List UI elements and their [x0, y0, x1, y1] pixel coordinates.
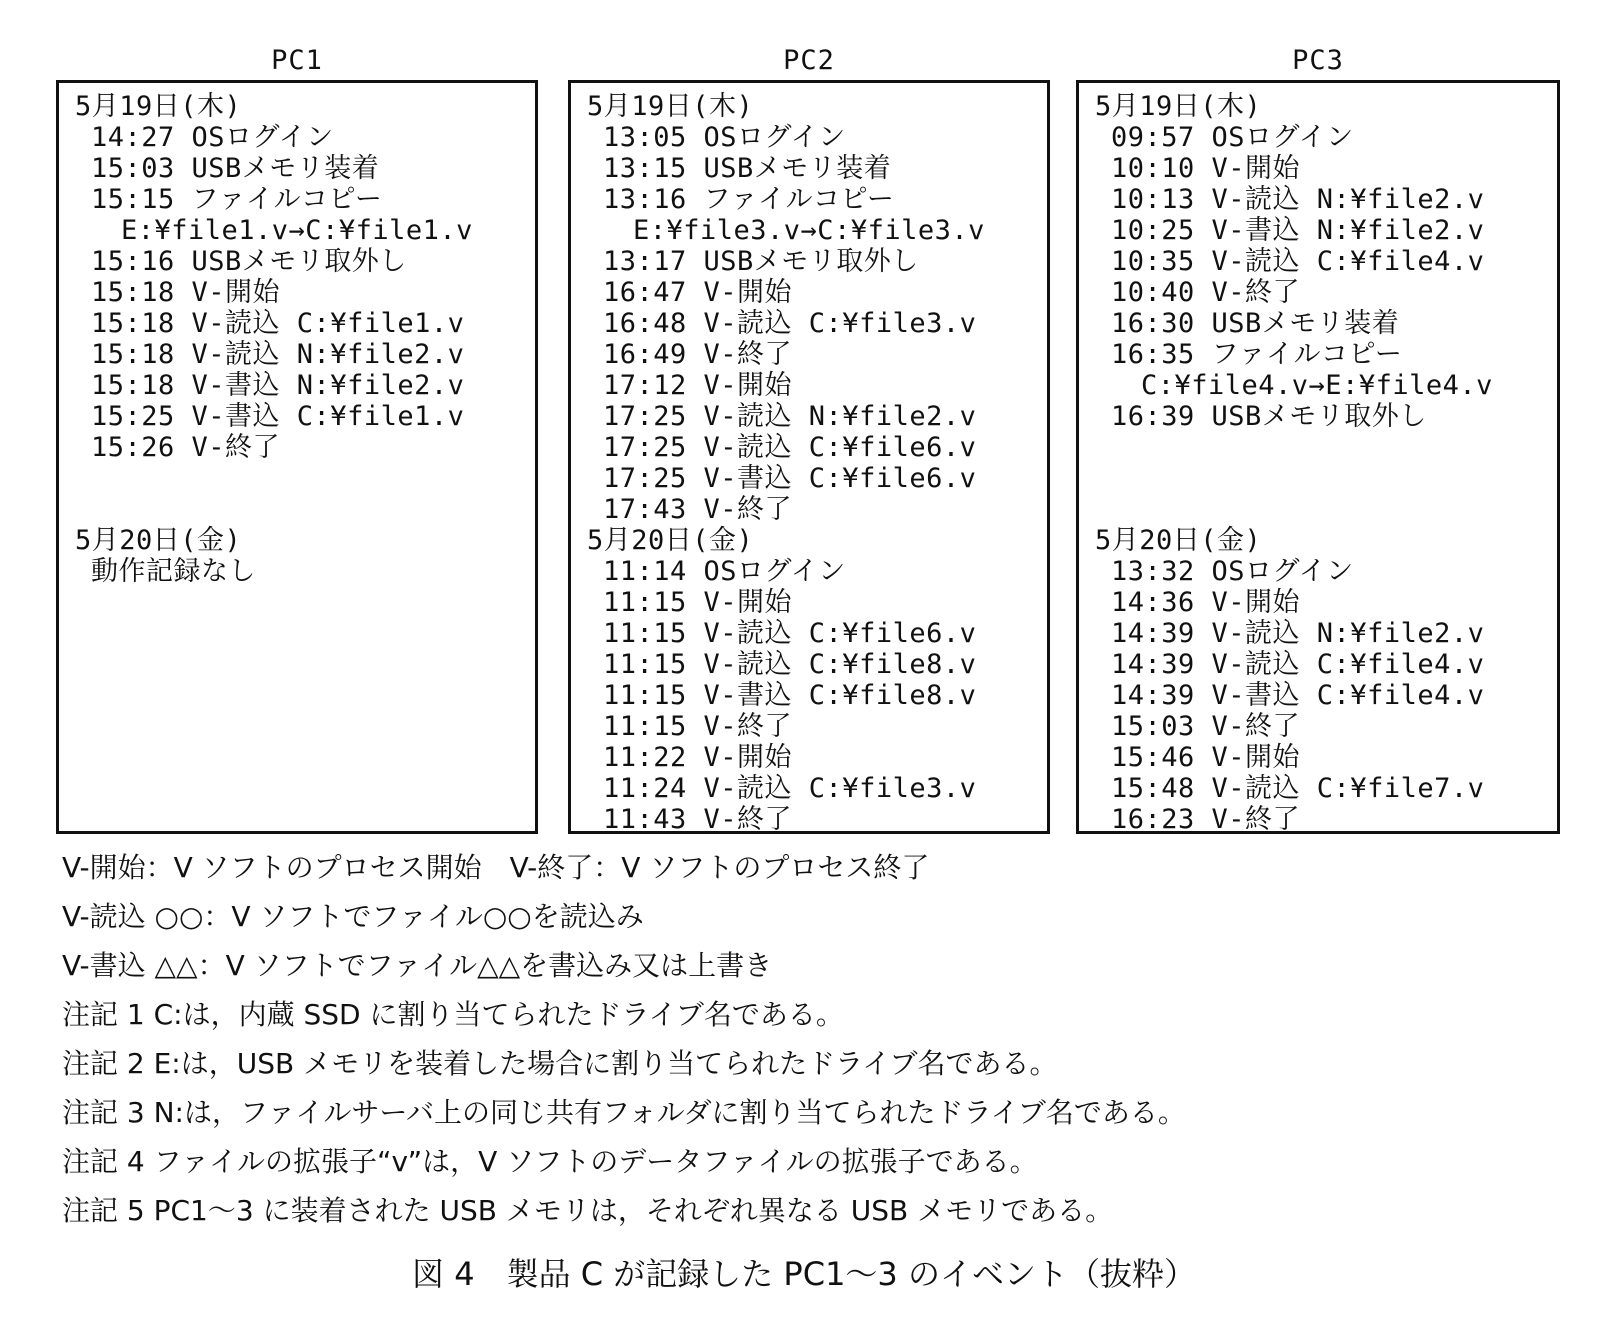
pc2-event: 17:25 V-読込 C:¥file6.v — [603, 432, 977, 463]
pc3-event: 16:39 USBメモリ取外し — [1111, 401, 1427, 432]
pc1-event: 15:18 V-読込 C:¥file1.v — [91, 308, 465, 339]
legend-notes — [62, 843, 1562, 1235]
pc3-event: 13:32 OSログイン — [1111, 556, 1354, 587]
pc3-event: 09:57 OSログイン — [1111, 122, 1354, 153]
pc3-event: 10:40 V-終了 — [1111, 277, 1301, 308]
pc3-event: 15:46 V-開始 — [1111, 742, 1301, 773]
pc1-event-log — [56, 80, 538, 834]
pc2-event: 17:25 V-書込 C:¥file6.v — [603, 463, 977, 494]
note-3: 注記 3 N:は，ファイルサーバ上の同じ共有フォルダに割り当てられたドライブ名である。 — [62, 1096, 1186, 1129]
pc2-title: PC2 — [783, 45, 835, 76]
pc3-event: 16:23 V-終了 — [1111, 804, 1301, 834]
pc2-event-log — [568, 80, 1050, 834]
pc1-event: 15:03 USBメモリ装着 — [91, 153, 380, 184]
pc3-copy-detail: C:¥file4.v→E:¥file4.v — [1141, 370, 1493, 401]
pc2-date-may19: 5月19日(木) — [587, 91, 754, 122]
pc1-copy-detail: E:¥file1.v→C:¥file1.v — [121, 215, 473, 246]
pc1-event: 15:15 ファイルコピー — [91, 184, 383, 215]
legend-write: V-書込 △△：V ソフトでファイル△△を書込み又は上書き — [62, 949, 773, 982]
pc1-title: PC1 — [271, 45, 323, 76]
pc2-event: 11:15 V-書込 C:¥file8.v — [603, 680, 977, 711]
pc2-event: 13:17 USBメモリ取外し — [603, 246, 919, 277]
pc2-event: 17:43 V-終了 — [603, 494, 793, 525]
pc3-date-may19: 5月19日(木) — [1095, 91, 1262, 122]
note-4: 注記 4 ファイルの拡張子“v”は，V ソフトのデータファイルの拡張子である。 — [62, 1145, 1038, 1178]
pc2-event: 11:14 OSログイン — [603, 556, 846, 587]
pc2-event: 16:47 V-開始 — [603, 277, 793, 308]
pc3-event: 10:25 V-書込 N:¥file2.v — [1111, 215, 1485, 246]
pc3-event: 10:10 V-開始 — [1111, 153, 1301, 184]
pc1-event: 15:18 V-開始 — [91, 277, 281, 308]
pc1-event: 15:26 V-終了 — [91, 432, 281, 463]
note-1: 注記 1 C:は，内蔵 SSD に割り当てられたドライブ名である。 — [62, 998, 844, 1031]
pc2-event: 11:15 V-終了 — [603, 711, 793, 742]
pc2-copy-detail: E:¥file3.v→C:¥file3.v — [633, 215, 985, 246]
legend-start-end: V-開始：V ソフトのプロセス開始 V-終了：V ソフトのプロセス終了 — [62, 851, 930, 884]
figure-caption: 図 4 製品 C が記録した PC1～3 のイベント（抜粋） — [412, 1255, 1196, 1293]
pc3-title: PC3 — [1292, 45, 1344, 76]
pc3-event: 16:35 ファイルコピー — [1111, 339, 1403, 370]
note-5: 注記 5 PC1～3 に装着された USB メモリは，それぞれ異なる USB メモリである。 — [62, 1194, 1114, 1227]
pc2-event: 11:15 V-開始 — [603, 587, 793, 618]
pc1-event: 14:27 OSログイン — [91, 122, 334, 153]
pc2-event: 11:15 V-読込 C:¥file6.v — [603, 618, 977, 649]
pc2-event: 13:15 USBメモリ装着 — [603, 153, 892, 184]
pc1-date-may20: 5月20日(金) — [75, 525, 242, 556]
pc1-date-may19: 5月19日(木) — [75, 91, 242, 122]
pc3-event: 15:48 V-読込 C:¥file7.v — [1111, 773, 1485, 804]
legend-read: V-読込 ○○：V ソフトでファイル○○を読込み — [62, 900, 644, 933]
pc1-event: 15:16 USBメモリ取外し — [91, 246, 407, 277]
note-2: 注記 2 E:は，USB メモリを装着した場合に割り当てられたドライブ名である。 — [62, 1047, 1058, 1080]
pc3-event-log — [1076, 80, 1560, 834]
pc2-event: 17:25 V-読込 N:¥file2.v — [603, 401, 977, 432]
pc2-event: 13:05 OSログイン — [603, 122, 846, 153]
pc1-event: 15:25 V-書込 C:¥file1.v — [91, 401, 465, 432]
pc2-event: 11:22 V-開始 — [603, 742, 793, 773]
pc1-event: 15:18 V-読込 N:¥file2.v — [91, 339, 465, 370]
pc1-spacer — [59, 463, 535, 525]
pc3-date-may20: 5月20日(金) — [1095, 525, 1262, 556]
pc3-event: 16:30 USBメモリ装着 — [1111, 308, 1400, 339]
pc1-no-record: 動作記録なし — [91, 556, 256, 587]
pc2-event: 16:48 V-読込 C:¥file3.v — [603, 308, 977, 339]
pc3-event: 15:03 V-終了 — [1111, 711, 1301, 742]
pc3-event: 14:39 V-書込 C:¥file4.v — [1111, 680, 1485, 711]
pc2-event: 11:24 V-読込 C:¥file3.v — [603, 773, 977, 804]
pc3-event: 10:35 V-読込 C:¥file4.v — [1111, 246, 1485, 277]
pc2-event: 17:12 V-開始 — [603, 370, 793, 401]
pc2-event: 16:49 V-終了 — [603, 339, 793, 370]
pc3-event: 14:36 V-開始 — [1111, 587, 1301, 618]
pc2-event: 11:15 V-読込 C:¥file8.v — [603, 649, 977, 680]
pc2-event: 11:43 V-終了 — [603, 804, 793, 834]
pc3-spacer — [1079, 432, 1557, 525]
pc2-date-may20: 5月20日(金) — [587, 525, 754, 556]
pc1-event: 15:18 V-書込 N:¥file2.v — [91, 370, 465, 401]
pc3-event: 10:13 V-読込 N:¥file2.v — [1111, 184, 1485, 215]
pc3-event: 14:39 V-読込 C:¥file4.v — [1111, 649, 1485, 680]
pc2-event: 13:16 ファイルコピー — [603, 184, 895, 215]
pc3-event: 14:39 V-読込 N:¥file2.v — [1111, 618, 1485, 649]
